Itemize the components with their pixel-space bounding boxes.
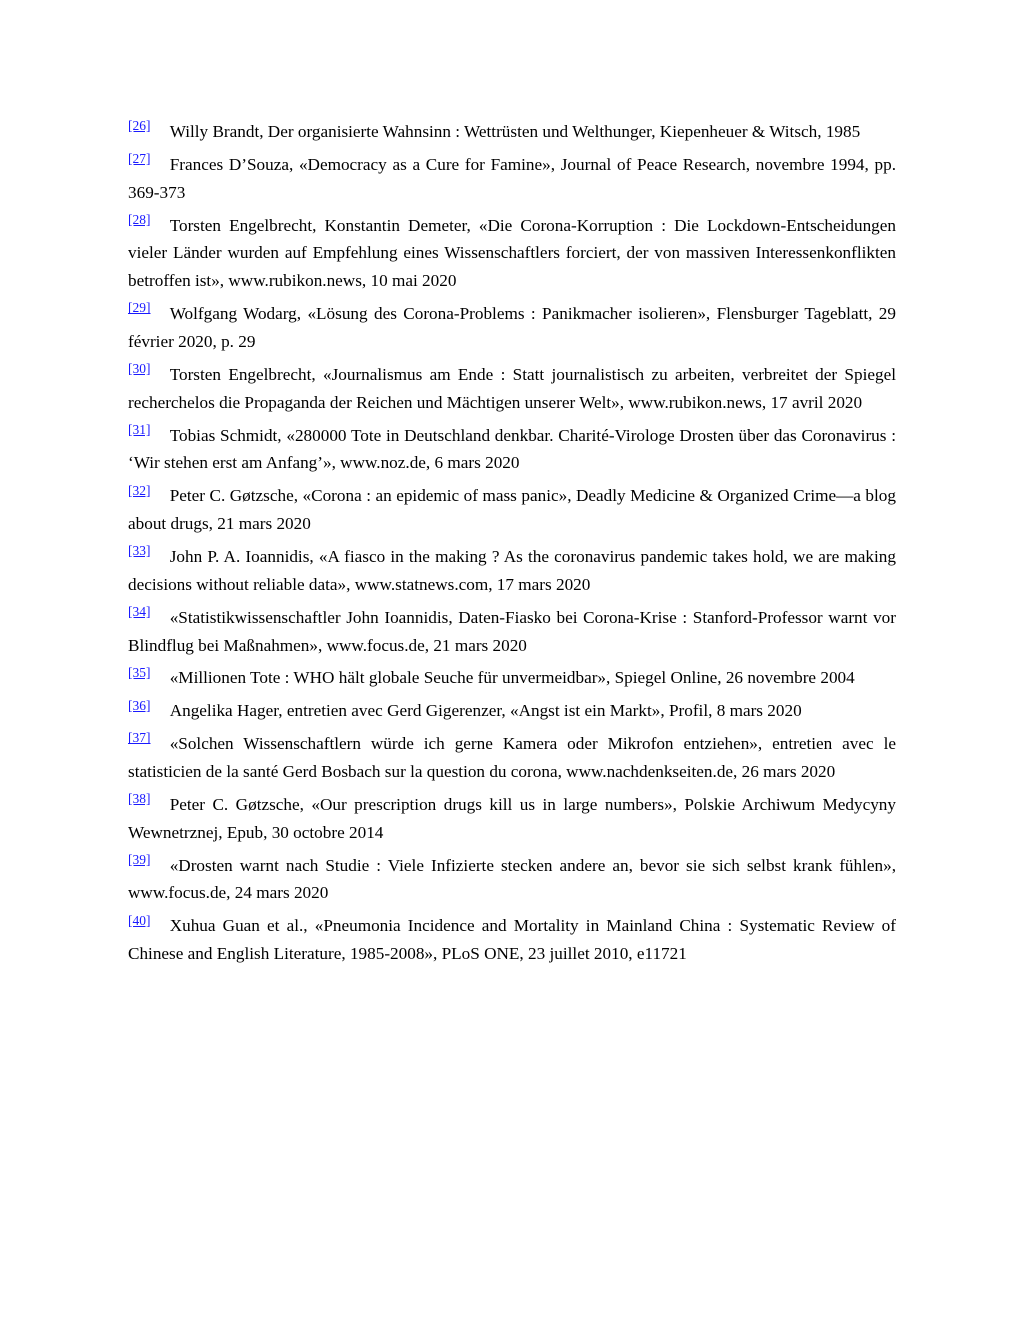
reference-text: Frances D’Souza, «Democracy as a Cure for Famine», Journal of Peace Research, novembre 1994, pp. 369-373 bbox=[128, 154, 896, 202]
reference-item bbox=[128, 604, 896, 660]
reference-text: Tobias Schmidt, «280000 Tote in Deutschland denkbar. Charité-Virologe Drosten über das Coronavirus : ‘Wir stehen erst am Anfang’», www.noz.de, 6 mars 2020 bbox=[128, 425, 896, 473]
footnote-marker-30[interactable]: [30] bbox=[128, 361, 151, 377]
reference-text: John P. A. Ioannidis, «A fiasco in the making ? As the coronavirus pandemic takes hold, we are making decisions without reliable data», www.statnews.com, 17 mars 2020 bbox=[128, 547, 896, 594]
footnote-marker-26[interactable]: [26] bbox=[128, 118, 151, 134]
footnote-marker-27[interactable]: [27] bbox=[128, 151, 151, 167]
reference-item bbox=[128, 664, 896, 692]
reference-item bbox=[128, 300, 896, 356]
reference-item bbox=[128, 482, 896, 538]
reference-text: Wolfgang Wodarg, «Lösung des Corona-Problems : Panikmacher isolieren», Flensburger Tageblatt, 29 février 2020, p. 29 bbox=[128, 304, 896, 352]
reference-list bbox=[128, 118, 896, 968]
reference-item bbox=[128, 791, 896, 847]
reference-item bbox=[128, 543, 896, 599]
reference-item bbox=[128, 730, 896, 786]
reference-text: Willy Brandt, Der organisierte Wahnsinn : Wettrüsten und Welthunger, Kiepenheuer & Witsch, 1985 bbox=[152, 122, 861, 141]
reference-item bbox=[128, 151, 896, 207]
reference-text: «Solchen Wissenschaftlern würde ich gerne Kamera oder Mikrofon entziehen», entretien avec le statisticien de la santé Gerd Bosbach sur la question du corona, www.nachdenkseiten.de, 26 mars 2020 bbox=[128, 734, 896, 782]
reference-item bbox=[128, 118, 896, 146]
reference-item bbox=[128, 852, 896, 908]
footnote-marker-39[interactable]: [39] bbox=[128, 851, 151, 867]
reference-text: Torsten Engelbrecht, «Journalismus am Ende : Statt journalistisch zu arbeiten, verbreitet der Spiegel recherchelos die Propaganda der Reichen und Mächtigen unserer Welt», www.rubikon.news, 17 avril 2020 bbox=[128, 364, 896, 412]
reference-text: Angelika Hager, entretien avec Gerd Gigerenzer, «Angst ist ein Markt», Profil, 8 mars 2020 bbox=[152, 701, 802, 721]
footnote-marker-28[interactable]: [28] bbox=[128, 211, 151, 227]
reference-text: «Millionen Tote : WHO hält globale Seuche für unvermeidbar», Spiegel Online, 26 novembre 2004 bbox=[152, 668, 855, 688]
reference-item bbox=[128, 697, 896, 725]
footnote-marker-31[interactable]: [31] bbox=[128, 421, 151, 437]
footnote-marker-34[interactable]: [34] bbox=[128, 604, 151, 620]
reference-item bbox=[128, 422, 896, 478]
reference-text: Peter C. Gøtzsche, «Corona : an epidemic of mass panic», Deadly Medicine & Organized Crime—a blog about drugs, 21 mars 2020 bbox=[128, 486, 896, 534]
footnote-marker-29[interactable]: [29] bbox=[128, 300, 151, 316]
reference-item bbox=[128, 361, 896, 417]
footnote-marker-40[interactable]: [40] bbox=[128, 912, 151, 928]
reference-item bbox=[128, 212, 896, 296]
footnote-marker-35[interactable]: [35] bbox=[128, 664, 151, 680]
footnote-marker-37[interactable]: [37] bbox=[128, 730, 151, 746]
reference-item bbox=[128, 912, 896, 968]
footnote-marker-38[interactable]: [38] bbox=[128, 791, 151, 807]
reference-text: Peter C. Gøtzsche, «Our prescription drugs kill us in large numbers», Polskie Archiwum Medycyny Wewnetrznej, Epub, 30 octobre 2014 bbox=[128, 794, 896, 842]
reference-text: «Statistikwissenschaftler John Ioannidis, Daten-Fiasko bei Corona-Krise : Stanford-Professor warnt vor Blindflug bei Maßnahmen», www.focus.de, 21 mars 2020 bbox=[128, 607, 896, 655]
footnote-marker-36[interactable]: [36] bbox=[128, 697, 151, 713]
reference-text: Torsten Engelbrecht, Konstantin Demeter, «Die Corona-Korruption : Die Lockdown-Entscheidungen vieler Länder wurden auf Empfehlung eines Wissenschaftlers forciert, der von massiven Interessenkonflikten betroffen ist», www.rubikon.news, 10 mai 2020 bbox=[128, 215, 896, 291]
reference-text: «Drosten warnt nach Studie : Viele Infizierte stecken andere an, bevor sie sich selbst krank fühlen», www.focus.de, 24 mars 2020 bbox=[128, 855, 896, 903]
footnote-marker-32[interactable]: [32] bbox=[128, 482, 151, 498]
footnote-marker-33[interactable]: [33] bbox=[128, 543, 151, 559]
reference-text: Xuhua Guan et al., «Pneumonia Incidence and Mortality in Mainland China : Systematic Review of Chinese and English Literature, 1985-2008», PLoS ONE, 23 juillet 2010, e11721 bbox=[128, 916, 896, 964]
